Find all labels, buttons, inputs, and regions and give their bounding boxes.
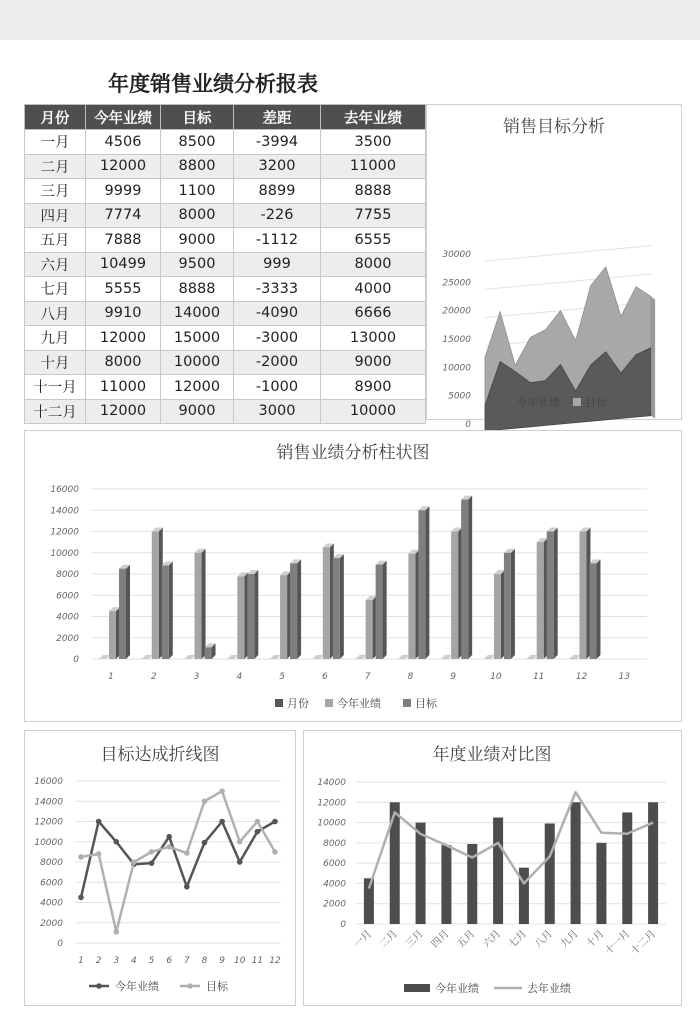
legend-label: 今年业绩 <box>337 697 381 710</box>
value-cell: -3000 <box>234 326 321 351</box>
month-cell: 一月 <box>25 130 86 155</box>
bar-actual <box>494 574 501 659</box>
y-tick-label: 10000 <box>50 548 79 559</box>
bar-target <box>162 566 169 660</box>
table-row <box>25 277 426 302</box>
bar-actual <box>195 553 202 659</box>
line-point <box>78 895 84 901</box>
bar-month-top <box>142 655 153 659</box>
value-cell: 3500 <box>321 130 426 155</box>
line-point <box>272 849 278 855</box>
x-tick-label: 1 <box>108 672 114 682</box>
y-tick-label: 2000 <box>56 633 79 644</box>
line-point <box>113 839 119 845</box>
bar-target <box>205 647 212 659</box>
y-tick-label: 6000 <box>56 591 79 602</box>
bar-actual <box>109 611 116 659</box>
value-cell: 999 <box>234 252 321 277</box>
x-tick-label: 一月 <box>352 928 375 951</box>
value-cell: 8500 <box>161 130 234 155</box>
value-cell: 8899 <box>234 179 321 204</box>
legend-label: 今年业绩 <box>516 396 560 409</box>
line-point <box>96 819 102 825</box>
bar-target-side <box>340 554 344 659</box>
line-point <box>202 798 208 804</box>
value-cell: 11000 <box>86 375 161 400</box>
value-cell: 8000 <box>86 350 161 375</box>
y-tick-label: 12000 <box>50 527 79 538</box>
value-cell: 12000 <box>86 154 161 179</box>
month-cell: 四月 <box>25 203 86 228</box>
chart-title: 销售业绩分析柱状图 <box>276 443 430 463</box>
value-cell: 8000 <box>161 203 234 228</box>
area-depth <box>651 297 655 419</box>
bar-month-top <box>227 655 238 659</box>
month-cell: 十二月 <box>25 399 86 424</box>
month-cell: 三月 <box>25 179 86 204</box>
y-tick-label: 16000 <box>34 777 63 787</box>
y-tick-label: 8000 <box>40 858 63 868</box>
bar-target <box>589 563 596 659</box>
value-cell: 12000 <box>86 326 161 351</box>
x-tick-label: 5 <box>148 956 155 966</box>
x-tick-label: 2 <box>150 672 157 682</box>
value-cell: 9910 <box>86 301 161 326</box>
month-cell: 十一月 <box>25 375 86 400</box>
x-tick-label: 9 <box>450 672 457 682</box>
x-tick-label: 9 <box>219 956 225 966</box>
line-point <box>255 829 261 835</box>
y-tick-label: 4000 <box>56 612 79 623</box>
y-tick-label: 6000 <box>40 878 63 889</box>
value-cell: 8888 <box>161 277 234 302</box>
x-tick-label: 12 <box>269 956 281 966</box>
bar-month-top <box>313 655 324 659</box>
bar-actual <box>622 812 632 924</box>
legend-swatch <box>403 699 411 707</box>
bar-target <box>547 532 554 660</box>
y-tick-label: 4000 <box>323 879 346 890</box>
x-tick-label: 四月 <box>429 928 452 951</box>
bar-actual-side <box>202 549 206 659</box>
bar-actual <box>323 547 330 659</box>
bar-target-side <box>425 506 429 659</box>
x-tick-label: 十一月 <box>603 928 633 958</box>
column-chart-panel <box>24 430 682 722</box>
bar-target-side <box>297 559 301 659</box>
value-cell: 9500 <box>161 252 234 277</box>
y-tick-label: 8000 <box>323 838 346 849</box>
value-cell: 9000 <box>161 228 234 253</box>
value-cell: 10000 <box>161 350 234 375</box>
report-title: 年度销售业绩分析报表 <box>108 72 318 96</box>
bar-actual <box>280 575 287 659</box>
y-tick-label: 0 <box>57 939 63 949</box>
legend-swatch <box>325 699 333 707</box>
bar-actual <box>237 576 244 659</box>
legend-swatch <box>573 398 581 406</box>
legend-label: 目标 <box>585 396 607 409</box>
bar-month-top <box>99 655 110 659</box>
value-cell: -2000 <box>234 350 321 375</box>
x-tick-label: 六月 <box>481 928 504 951</box>
legend-label: 去年业绩 <box>527 982 571 995</box>
bar-actual <box>441 845 451 924</box>
bar-month-top <box>398 655 409 659</box>
line-point <box>184 884 190 890</box>
value-cell: 5555 <box>86 277 161 302</box>
bar-actual <box>545 823 555 924</box>
top-bar <box>0 0 700 40</box>
x-tick-label: 7 <box>364 672 371 682</box>
x-tick-label: 十月 <box>584 928 607 951</box>
table-header-row <box>25 105 426 130</box>
y-tick-label: 16000 <box>50 485 79 495</box>
y-tick-label: 2000 <box>40 918 63 929</box>
month-cell: 二月 <box>25 154 86 179</box>
line-point <box>149 849 155 855</box>
bar-target-side <box>169 562 173 660</box>
bar-actual <box>596 843 606 924</box>
bar-target-side <box>511 549 515 659</box>
header-cell: 目标 <box>161 105 234 130</box>
y-tick-label: 0 <box>465 420 471 430</box>
table-row <box>25 252 426 277</box>
legend-swatch <box>187 983 193 989</box>
value-cell: 4506 <box>86 130 161 155</box>
bar-target <box>376 565 383 659</box>
line-point <box>113 929 119 935</box>
line-point <box>255 819 261 825</box>
legend-swatch <box>404 984 430 992</box>
legend-label: 月份 <box>287 697 309 710</box>
line-point <box>202 840 208 846</box>
x-tick-label: 10 <box>234 956 246 966</box>
y-tick-label: 8000 <box>56 570 79 580</box>
line-point <box>272 819 278 825</box>
legend-label: 目标 <box>415 697 437 710</box>
x-tick-label: 2 <box>95 956 102 966</box>
x-tick-label: 11 <box>251 956 264 966</box>
y-tick-label: 30000 <box>442 250 471 260</box>
value-cell: 4000 <box>321 277 426 302</box>
value-cell: -3333 <box>234 277 321 302</box>
x-tick-label: 10 <box>490 672 502 682</box>
y-tick-label: 12000 <box>317 798 346 809</box>
value-cell: -1112 <box>234 228 321 253</box>
bar-actual <box>366 600 373 659</box>
line-point <box>184 850 190 856</box>
value-cell: 7774 <box>86 203 161 228</box>
bar-target <box>461 500 468 659</box>
x-tick-label: 八月 <box>532 928 555 951</box>
legend-label: 目标 <box>206 980 228 993</box>
table-row <box>25 301 426 326</box>
x-tick-label: 七月 <box>507 928 530 951</box>
line-point <box>219 819 225 825</box>
bar-actual <box>416 823 426 924</box>
combo-chart-panel <box>303 730 682 1006</box>
x-tick-label: 二月 <box>377 928 400 951</box>
chart-title: 年度业绩对比图 <box>432 745 552 765</box>
line-series-last-year <box>369 792 653 888</box>
month-cell: 五月 <box>25 228 86 253</box>
x-tick-label: 6 <box>166 956 173 966</box>
y-tick-label: 0 <box>73 655 79 665</box>
y-tick-label: 14000 <box>317 778 346 788</box>
table-row <box>25 399 426 424</box>
x-tick-label: 十二月 <box>629 928 659 958</box>
y-tick-label: 12000 <box>34 817 63 828</box>
bar-target-side <box>596 559 600 659</box>
x-tick-label: 4 <box>131 956 137 966</box>
bar-target-side <box>254 570 258 659</box>
area-chart <box>427 105 681 430</box>
y-tick-label: 4000 <box>40 898 63 909</box>
bar-actual <box>537 542 544 659</box>
value-cell: 8800 <box>161 154 234 179</box>
header-cell: 差距 <box>234 105 321 130</box>
table-row <box>25 203 426 228</box>
table-row <box>25 228 426 253</box>
value-cell: 7888 <box>86 228 161 253</box>
y-tick-label: 14000 <box>50 506 79 517</box>
x-tick-label: 4 <box>236 672 243 682</box>
header-cell: 月份 <box>25 105 86 130</box>
header-cell: 去年业绩 <box>321 105 426 130</box>
value-cell: 7755 <box>321 203 426 228</box>
line-point <box>149 860 155 866</box>
y-tick-label: 10000 <box>317 818 346 829</box>
bar-actual <box>648 802 658 924</box>
y-tick-label: 25000 <box>442 278 471 289</box>
bar-actual <box>408 554 415 659</box>
table-row <box>25 375 426 400</box>
gridline <box>485 246 651 261</box>
bar-month-top <box>527 655 538 659</box>
x-tick-label: 三月 <box>403 928 426 951</box>
table-row <box>25 350 426 375</box>
value-cell: -226 <box>234 203 321 228</box>
line-point <box>219 788 225 794</box>
value-cell: -4090 <box>234 301 321 326</box>
x-tick-label: 5 <box>279 672 285 682</box>
value-cell: 3200 <box>234 154 321 179</box>
y-tick-label: 5000 <box>448 391 471 402</box>
table-row <box>25 154 426 179</box>
bar-target-side <box>383 561 387 659</box>
bar-target <box>247 574 254 659</box>
legend-swatch <box>504 398 512 406</box>
x-tick-label: 九月 <box>558 928 581 951</box>
table-row <box>25 326 426 351</box>
value-cell: -3994 <box>234 130 321 155</box>
line-point <box>237 859 243 865</box>
value-cell: -1000 <box>234 375 321 400</box>
value-cell: 8000 <box>321 252 426 277</box>
y-tick-label: 2000 <box>323 899 346 910</box>
x-tick-label: 12 <box>575 672 588 682</box>
value-cell: 3000 <box>234 399 321 424</box>
value-cell: 12000 <box>86 399 161 424</box>
value-cell: 13000 <box>321 326 426 351</box>
bar-target <box>504 553 511 659</box>
bar-month-top <box>569 655 580 659</box>
line-point <box>166 834 172 840</box>
area-chart-panel <box>426 104 682 430</box>
value-cell: 9000 <box>161 399 234 424</box>
y-tick-label: 20000 <box>442 306 471 317</box>
bar-actual <box>152 532 159 660</box>
value-cell: 9999 <box>86 179 161 204</box>
x-tick-label: 13 <box>618 672 630 682</box>
value-cell: 8900 <box>321 375 426 400</box>
value-cell: 11000 <box>321 154 426 179</box>
bar-month-top <box>270 655 281 659</box>
value-cell: 10499 <box>86 252 161 277</box>
value-cell: 10000 <box>321 399 426 424</box>
line-chart-panel <box>24 730 296 1006</box>
month-cell: 八月 <box>25 301 86 326</box>
y-tick-label: 0 <box>340 920 346 930</box>
bar-target-side <box>554 528 558 660</box>
value-cell: 9000 <box>321 350 426 375</box>
bar-actual <box>571 802 581 924</box>
y-tick-label: 14000 <box>34 797 63 808</box>
bar-target <box>290 563 297 659</box>
x-tick-label: 1 <box>78 956 84 966</box>
line-point <box>96 851 102 857</box>
month-cell: 十月 <box>25 350 86 375</box>
value-cell: 12000 <box>161 375 234 400</box>
bar-actual <box>579 532 586 660</box>
table-row <box>25 179 426 204</box>
legend-swatch <box>275 699 283 707</box>
y-tick-label: 15000 <box>442 335 471 345</box>
legend-label: 今年业绩 <box>115 980 159 993</box>
bar-target <box>418 510 425 659</box>
bar-target <box>333 558 340 659</box>
y-tick-label: 6000 <box>323 859 346 870</box>
bar-month-top <box>356 655 367 659</box>
bar-month-top <box>484 655 495 659</box>
month-cell: 九月 <box>25 326 86 351</box>
bar-month-top <box>441 655 452 659</box>
sales-table <box>24 104 426 424</box>
value-cell: 8888 <box>321 179 426 204</box>
x-tick-label: 6 <box>321 672 328 682</box>
line-point <box>237 839 243 845</box>
legend-label: 今年业绩 <box>435 982 479 995</box>
x-tick-label: 8 <box>407 672 414 682</box>
line-point <box>166 844 172 850</box>
month-cell: 七月 <box>25 277 86 302</box>
bar-target <box>119 569 126 659</box>
table-row <box>25 130 426 155</box>
bar-target-side <box>468 496 472 659</box>
line-point <box>131 859 137 865</box>
x-tick-label: 3 <box>113 956 120 966</box>
legend-swatch <box>96 983 102 989</box>
value-cell: 6666 <box>321 301 426 326</box>
bar-month-top <box>185 655 196 659</box>
bar-target-side <box>126 565 130 659</box>
combo-chart <box>304 731 681 1005</box>
month-cell: 六月 <box>25 252 86 277</box>
value-cell: 1100 <box>161 179 234 204</box>
x-tick-label: 3 <box>193 672 200 682</box>
value-cell: 15000 <box>161 326 234 351</box>
chart-title: 目标达成折线图 <box>100 745 220 765</box>
x-tick-label: 8 <box>201 956 208 966</box>
y-tick-label: 10000 <box>442 363 471 374</box>
x-tick-label: 五月 <box>455 928 478 951</box>
gridline <box>485 274 651 289</box>
y-tick-label: 10000 <box>34 837 63 848</box>
chart-title: 销售目标分析 <box>503 117 605 137</box>
line-point <box>78 854 84 860</box>
x-tick-label: 7 <box>183 956 190 966</box>
value-cell: 6555 <box>321 228 426 253</box>
header-cell: 今年业绩 <box>86 105 161 130</box>
value-cell: 14000 <box>161 301 234 326</box>
bar-actual <box>451 532 458 660</box>
x-tick-label: 11 <box>532 672 545 682</box>
line-chart <box>25 731 295 1005</box>
bar-actual <box>493 818 503 924</box>
column-chart <box>25 431 681 721</box>
